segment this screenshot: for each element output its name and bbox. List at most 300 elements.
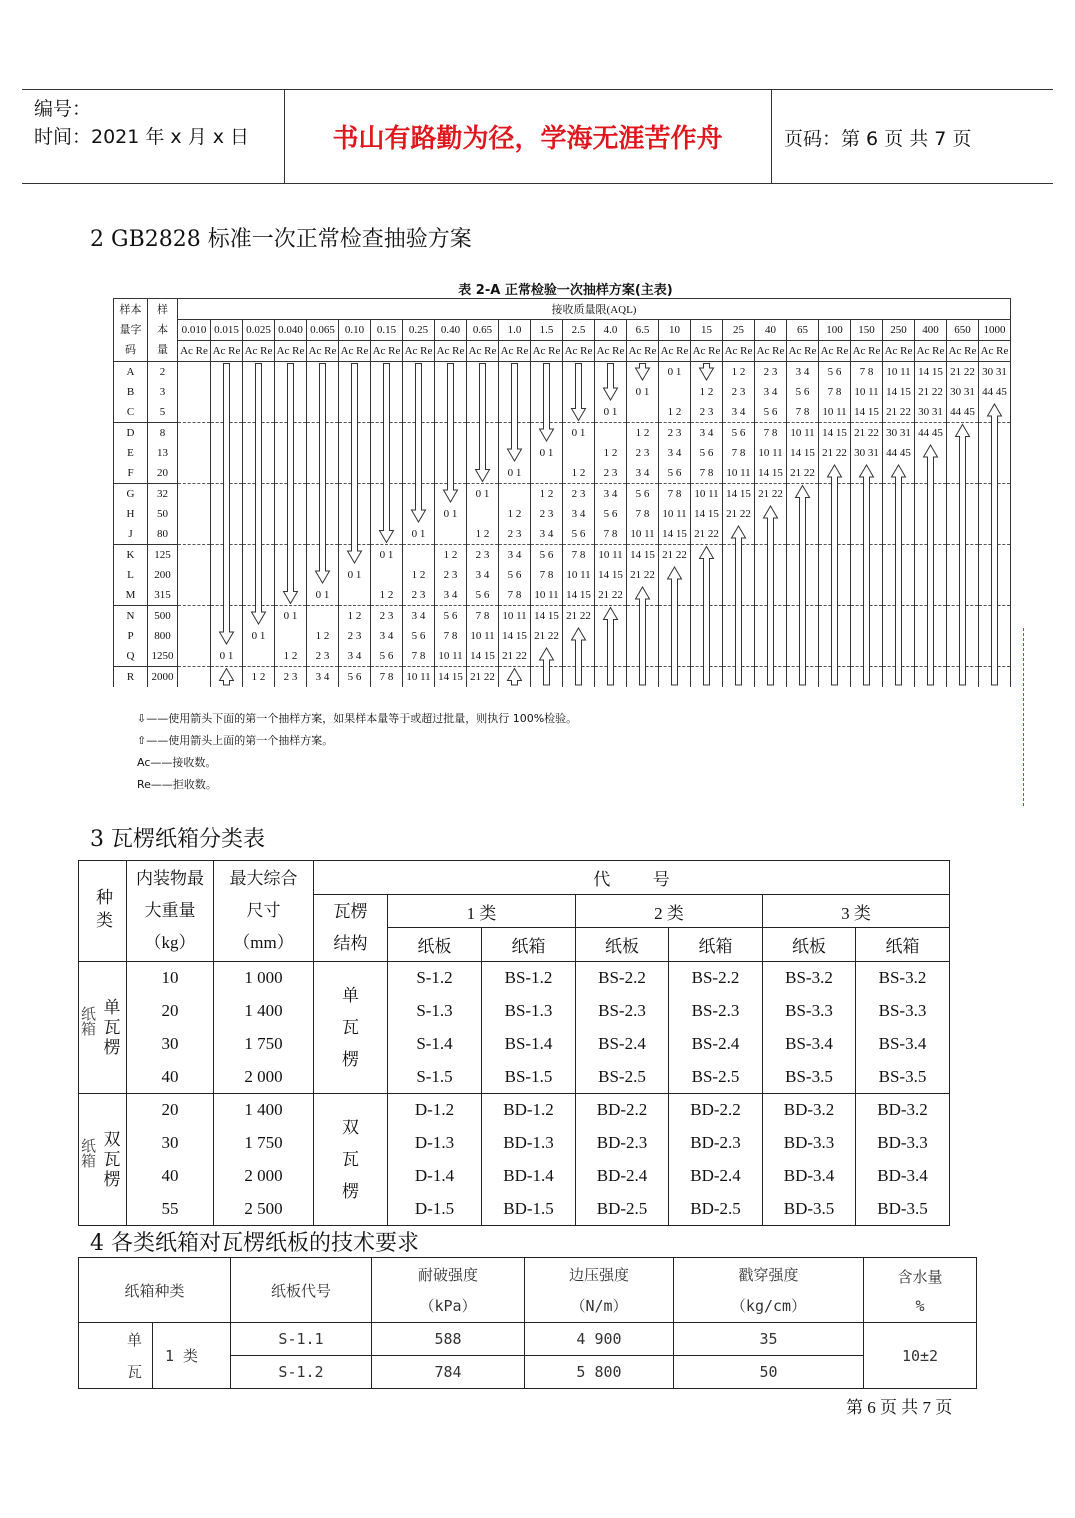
acre-value: 2 3	[563, 484, 595, 505]
empty-cell	[915, 484, 947, 505]
acre-value: 7 8	[819, 382, 851, 402]
size-value: 1 400	[214, 995, 314, 1028]
empty-cell	[307, 606, 339, 627]
kind-char: 瓦	[126, 1362, 142, 1381]
empty-cell	[243, 606, 275, 627]
acre-value: 1 2	[371, 585, 403, 606]
acre-value: 1 2	[531, 484, 563, 505]
acre-value: 2 3	[403, 585, 435, 606]
single-row	[79, 1061, 950, 1094]
acre-value: 21 22	[595, 585, 627, 606]
legend-text: ——使用箭头下面的第一个抽样方案，如果样本量等于或超过批量，则执行 100%检验。	[146, 712, 578, 725]
empty-cell	[435, 484, 467, 505]
kind-char: 单	[126, 1330, 142, 1349]
empty-cell	[915, 606, 947, 627]
empty-cell	[275, 463, 307, 484]
empty-cell	[499, 382, 531, 402]
acre-value: 30 31	[979, 362, 1011, 383]
empty-cell	[883, 606, 915, 627]
empty-cell	[723, 545, 755, 566]
code-letter: J	[114, 524, 148, 545]
empty-cell	[211, 524, 243, 545]
code-letter: K	[114, 545, 148, 566]
acre-value: 1 2	[691, 382, 723, 402]
aql-value: 6.5	[627, 320, 659, 341]
acre-value: 0 1	[595, 402, 627, 423]
aql-value: 0.65	[467, 320, 499, 341]
empty-cell	[211, 484, 243, 505]
acre-header: Ac Re	[819, 341, 851, 362]
board-code: BS-3.2	[763, 962, 856, 995]
acre-value: 5 6	[819, 362, 851, 383]
weight-value: 40	[127, 1160, 214, 1193]
acre-value: 10 11	[499, 606, 531, 627]
sample-size: 5	[148, 402, 178, 423]
empty-cell	[211, 423, 243, 444]
sample-size: 800	[148, 626, 178, 646]
empty-cell	[531, 463, 563, 484]
board-code: BS-2.3	[576, 995, 669, 1028]
acre-header: Ac Re	[435, 341, 467, 362]
box-code: BS-2.5	[669, 1061, 763, 1094]
empty-cell	[243, 504, 275, 524]
empty-cell	[275, 626, 307, 646]
box-code: BS-3.5	[856, 1061, 950, 1094]
acre-value: 14 15	[595, 565, 627, 585]
empty-cell	[819, 646, 851, 667]
empty-cell	[883, 585, 915, 606]
empty-cell	[659, 667, 691, 688]
legend-up	[137, 730, 577, 752]
page-indicator: 页码：第 6 页 共 7 页	[784, 128, 972, 150]
box-code: BD-1.3	[482, 1127, 576, 1160]
empty-cell	[178, 443, 211, 463]
doc-time-label: 时间：2021 年 x 月 x 日	[34, 126, 250, 148]
header-edge	[525, 1258, 674, 1323]
size-value: 1 000	[214, 962, 314, 995]
acre-value: 1 2	[275, 646, 307, 667]
empty-cell	[211, 585, 243, 606]
empty-cell	[275, 524, 307, 545]
single-kind-cell	[79, 962, 127, 1094]
empty-cell	[467, 423, 499, 444]
acre-value: 5 6	[595, 504, 627, 524]
down-arrow-icon: ⇩	[137, 712, 147, 725]
acre-header: Ac Re	[403, 341, 435, 362]
acre-value: 21 22	[531, 626, 563, 646]
board-code: S-1.2	[231, 1356, 372, 1389]
empty-cell	[723, 646, 755, 667]
empty-cell	[883, 565, 915, 585]
tech-req-table	[78, 1257, 977, 1389]
acre-value: 7 8	[531, 565, 563, 585]
board-code: BS-2.4	[576, 1028, 669, 1061]
empty-cell	[979, 585, 1011, 606]
empty-cell	[851, 585, 883, 606]
empty-cell	[307, 362, 339, 383]
empty-cell	[819, 606, 851, 627]
empty-cell	[211, 667, 243, 688]
page-header	[22, 89, 1053, 184]
board-code: D-1.2	[388, 1094, 482, 1127]
acre-value: 5 6	[659, 463, 691, 484]
empty-cell	[275, 585, 307, 606]
acre-value: 14 15	[755, 463, 787, 484]
empty-cell	[915, 545, 947, 566]
empty-cell	[595, 362, 627, 383]
edge-unit: （N/m）	[570, 1297, 628, 1315]
empty-cell	[819, 667, 851, 688]
empty-cell	[531, 667, 563, 688]
acre-value: 3 4	[403, 606, 435, 627]
acre-value: 10 11	[755, 443, 787, 463]
acre-header: Ac Re	[531, 341, 563, 362]
aql-value: 1.5	[531, 320, 563, 341]
acre-header: Ac Re	[755, 341, 787, 362]
acre-header: Ac Re	[947, 341, 979, 362]
empty-cell	[178, 463, 211, 484]
empty-cell	[915, 646, 947, 667]
empty-cell	[531, 382, 563, 402]
acre-value: 14 15	[819, 423, 851, 444]
header-board: 纸板	[576, 928, 669, 962]
header-class3: 3 类	[763, 895, 950, 928]
sampling-row	[114, 585, 1011, 606]
box-label: 纸箱	[79, 1138, 95, 1168]
empty-cell	[467, 504, 499, 524]
acre-value: 0 1	[659, 362, 691, 383]
acre-value: 5 6	[627, 484, 659, 505]
acre-value: 7 8	[787, 402, 819, 423]
empty-cell	[403, 402, 435, 423]
empty-cell	[947, 443, 979, 463]
box-label: 纸箱	[79, 1006, 95, 1036]
empty-cell	[787, 626, 819, 646]
empty-cell	[691, 606, 723, 627]
acre-value: 7 8	[595, 524, 627, 545]
empty-cell	[275, 382, 307, 402]
weight-value: 55	[127, 1193, 214, 1226]
acre-header: Ac Re	[339, 341, 371, 362]
empty-cell	[563, 667, 595, 688]
empty-cell	[915, 504, 947, 524]
legend-re: Re——拒收数。	[137, 778, 217, 791]
empty-cell	[178, 504, 211, 524]
box-code: BD-3.3	[856, 1127, 950, 1160]
acre-header: Ac Re	[178, 341, 211, 362]
empty-cell	[307, 402, 339, 423]
acre-header: Ac Re	[371, 341, 403, 362]
acre-value: 2 3	[691, 402, 723, 423]
board-code: S-1.2	[388, 962, 482, 995]
acre-value: 0 1	[467, 484, 499, 505]
empty-cell	[787, 667, 819, 688]
acre-value: 7 8	[659, 484, 691, 505]
empty-cell	[371, 402, 403, 423]
empty-cell	[947, 423, 979, 444]
empty-cell	[883, 504, 915, 524]
empty-cell	[178, 646, 211, 667]
sampling-row	[114, 524, 1011, 545]
box-code: BS-3.4	[856, 1028, 950, 1061]
empty-cell	[371, 423, 403, 444]
box-code: BS-2.4	[669, 1028, 763, 1061]
empty-cell	[755, 565, 787, 585]
empty-cell	[627, 362, 659, 383]
empty-cell	[307, 382, 339, 402]
acre-value: 5 6	[371, 646, 403, 667]
empty-cell	[211, 463, 243, 484]
box-code: BD-2.2	[669, 1094, 763, 1127]
empty-cell	[787, 545, 819, 566]
moisture-label: 含水量	[897, 1267, 943, 1286]
empty-cell	[467, 362, 499, 383]
acre-value: 14 15	[723, 484, 755, 505]
empty-cell	[243, 565, 275, 585]
empty-cell	[243, 423, 275, 444]
acre-value: 2 3	[339, 626, 371, 646]
acre-value: 0 1	[275, 606, 307, 627]
empty-cell	[883, 626, 915, 646]
double-row	[79, 1193, 950, 1226]
acre-value: 5 6	[467, 585, 499, 606]
header-code: 代 号	[314, 861, 950, 895]
acre-value: 2 3	[467, 545, 499, 566]
acre-value: 2 3	[627, 443, 659, 463]
empty-cell	[723, 524, 755, 545]
board-code: BS-3.4	[763, 1028, 856, 1061]
empty-cell	[723, 585, 755, 606]
acre-value: 44 45	[947, 402, 979, 423]
acre-value: 44 45	[915, 423, 947, 444]
empty-cell	[659, 606, 691, 627]
empty-cell	[883, 484, 915, 505]
acre-header: Ac Re	[979, 341, 1011, 362]
divider	[771, 90, 772, 183]
acre-value: 30 31	[947, 382, 979, 402]
sampling-row	[114, 362, 1011, 383]
board-code: D-1.4	[388, 1160, 482, 1193]
acre-header: Ac Re	[467, 341, 499, 362]
empty-cell	[307, 423, 339, 444]
class-cell: 1 类	[153, 1323, 231, 1389]
acre-value: 1 2	[339, 606, 371, 627]
empty-cell	[243, 484, 275, 505]
double-row	[79, 1160, 950, 1193]
single-structure	[314, 962, 388, 1094]
empty-cell	[403, 362, 435, 383]
acre-value: 0 1	[243, 626, 275, 646]
code-letter: L	[114, 565, 148, 585]
empty-cell	[915, 524, 947, 545]
empty-cell	[403, 463, 435, 484]
empty-cell	[211, 545, 243, 566]
sample-size: 8	[148, 423, 178, 444]
empty-cell	[979, 402, 1011, 423]
sample-size: 500	[148, 606, 178, 627]
empty-cell	[178, 524, 211, 545]
empty-cell	[819, 626, 851, 646]
empty-cell	[211, 504, 243, 524]
doc-number-label: 编号：	[34, 98, 92, 120]
edge-label: 边压强度	[568, 1266, 629, 1284]
empty-cell	[979, 606, 1011, 627]
acre-value: 10 11	[595, 545, 627, 566]
acre-value: 14 15	[467, 646, 499, 667]
empty-cell	[499, 423, 531, 444]
sample-size: 125	[148, 545, 178, 566]
empty-cell	[979, 484, 1011, 505]
empty-cell	[819, 585, 851, 606]
sample-size: 1250	[148, 646, 178, 667]
empty-cell	[979, 423, 1011, 444]
sampling-table-wrap	[113, 298, 1011, 687]
sampling-row	[114, 463, 1011, 484]
empty-cell	[755, 504, 787, 524]
box-code: BD-3.4	[856, 1160, 950, 1193]
box-code: BS-1.5	[482, 1061, 576, 1094]
empty-cell	[915, 585, 947, 606]
acre-value: 7 8	[755, 423, 787, 444]
acre-header: Ac Re	[691, 341, 723, 362]
acre-value: 5 6	[563, 524, 595, 545]
sampling-row	[114, 606, 1011, 627]
empty-cell	[755, 667, 787, 688]
empty-cell	[371, 463, 403, 484]
acre-value: 5 6	[787, 382, 819, 402]
code-letter: P	[114, 626, 148, 646]
board-code: D-1.3	[388, 1127, 482, 1160]
box-code: BD-2.3	[669, 1127, 763, 1160]
acre-value: 1 2	[595, 443, 627, 463]
empty-cell	[435, 382, 467, 402]
acre-value: 10 11	[691, 484, 723, 505]
acre-value: 7 8	[627, 504, 659, 524]
carton-class-table	[78, 860, 950, 1226]
weight-value: 30	[127, 1028, 214, 1061]
empty-cell	[787, 606, 819, 627]
acre-value: 5 6	[755, 402, 787, 423]
empty-cell	[178, 402, 211, 423]
acre-value: 0 1	[499, 463, 531, 484]
code-letter: R	[114, 667, 148, 688]
empty-cell	[819, 524, 851, 545]
legend-ac: Ac——接收数。	[137, 756, 217, 769]
empty-cell	[563, 626, 595, 646]
box-code: BD-3.5	[856, 1193, 950, 1226]
sampling-row	[114, 484, 1011, 505]
empty-cell	[659, 585, 691, 606]
section2-title: 2 GB2828 标准一次正常检查抽验方案	[90, 227, 472, 252]
empty-cell	[627, 626, 659, 646]
empty-cell	[435, 463, 467, 484]
empty-cell	[595, 606, 627, 627]
sampling-row	[114, 382, 1011, 402]
empty-cell	[851, 626, 883, 646]
empty-cell	[851, 646, 883, 667]
acre-value: 3 4	[659, 443, 691, 463]
empty-cell	[499, 667, 531, 688]
acre-value: 21 22	[499, 646, 531, 667]
empty-cell	[979, 524, 1011, 545]
sampling-row	[114, 565, 1011, 585]
box-code: BS-2.2	[669, 962, 763, 995]
empty-cell	[851, 463, 883, 484]
empty-cell	[787, 504, 819, 524]
empty-cell	[275, 423, 307, 444]
double-row	[79, 1094, 950, 1127]
acre-value: 5 6	[499, 565, 531, 585]
sampling-table	[113, 298, 1011, 687]
acre-value: 3 4	[339, 646, 371, 667]
acre-value: 30 31	[883, 423, 915, 444]
legend-down	[137, 708, 577, 730]
acre-value: 0 1	[371, 545, 403, 566]
code-letter: Q	[114, 646, 148, 667]
aql-value: 0.065	[307, 320, 339, 341]
size-value: 1 750	[214, 1127, 314, 1160]
motto: 书山有路勤为径，学海无涯苦作舟	[332, 124, 723, 154]
header-board-code: 纸板代号	[231, 1258, 372, 1323]
acre-value: 7 8	[723, 443, 755, 463]
empty-cell	[178, 626, 211, 646]
edge-value: 5 800	[525, 1356, 674, 1389]
acre-value: 5 6	[403, 626, 435, 646]
sample-size: 80	[148, 524, 178, 545]
acre-value: 3 4	[371, 626, 403, 646]
acre-value: 0 1	[211, 646, 243, 667]
empty-cell	[755, 646, 787, 667]
acre-header: Ac Re	[499, 341, 531, 362]
empty-cell	[883, 524, 915, 545]
acre-value: 1 2	[403, 565, 435, 585]
acre-value: 10 11	[787, 423, 819, 444]
empty-cell	[819, 545, 851, 566]
empty-cell	[243, 545, 275, 566]
kind-label	[79, 1324, 152, 1388]
aql-value: 40	[755, 320, 787, 341]
aql-value: 25	[723, 320, 755, 341]
empty-cell	[723, 667, 755, 688]
acre-value: 1 2	[467, 524, 499, 545]
empty-cell	[595, 667, 627, 688]
single-row	[79, 962, 950, 995]
empty-cell	[371, 382, 403, 402]
acre-value: 0 1	[339, 565, 371, 585]
weight-value: 10	[127, 962, 214, 995]
aql-value: 0.10	[339, 320, 371, 341]
board-code: BD-2.3	[576, 1127, 669, 1160]
empty-cell	[595, 382, 627, 402]
empty-cell	[307, 524, 339, 545]
weight-value: 20	[127, 1094, 214, 1127]
acre-value: 21 22	[915, 382, 947, 402]
box-code: BD-1.4	[482, 1160, 576, 1193]
empty-cell	[755, 585, 787, 606]
code-letter: G	[114, 484, 148, 505]
empty-cell	[403, 443, 435, 463]
aql-value: 100	[819, 320, 851, 341]
acre-value: 7 8	[851, 362, 883, 383]
sampling-row	[114, 402, 1011, 423]
acre-value: 14 15	[691, 504, 723, 524]
empty-cell	[371, 524, 403, 545]
acre-value: 2 3	[755, 362, 787, 383]
empty-cell	[819, 463, 851, 484]
empty-cell	[787, 484, 819, 505]
empty-cell	[371, 362, 403, 383]
sample-size: 2000	[148, 667, 178, 688]
